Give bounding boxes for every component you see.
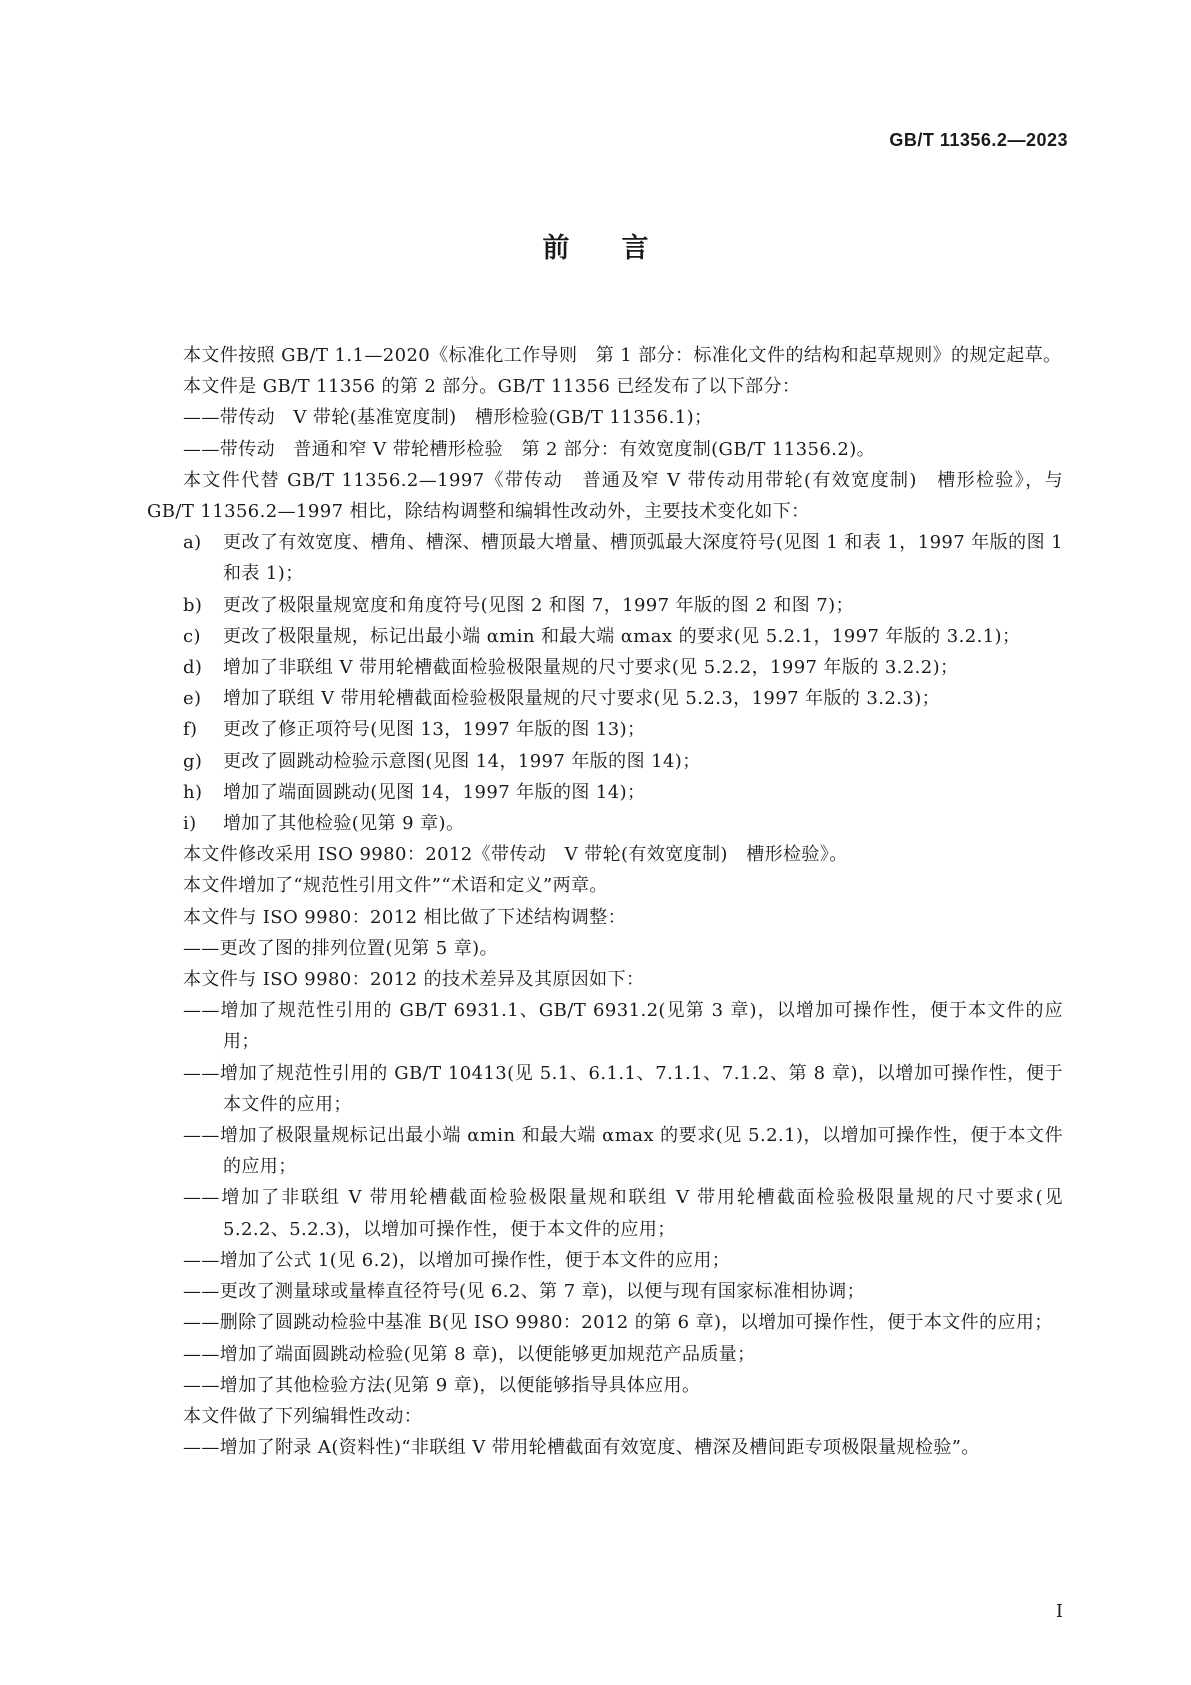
list-item-text: 增加了联组 V 带用轮槽截面检验极限量规的尺寸要求(见 5.2.3，1997 年版的 3.2.3)； — [223, 688, 941, 710]
page-number: I — [1055, 1601, 1063, 1622]
list-item-text: 更改了修正项符号(见图 13，1997 年版的图 13)； — [223, 719, 646, 741]
list-item-text: 增加了端面圆跳动(见图 14，1997 年版的图 14)； — [223, 781, 646, 803]
list-item-label: a) — [183, 532, 202, 554]
list-item-label: e) — [183, 688, 202, 710]
document-body — [147, 340, 1063, 1463]
paragraph: 本文件代替 GB/T 11356.2—1997《带传动 普通及窄 V 带传动用带轮(有效宽度制) 槽形检验》，与 GB/T 11356.2—1997 相比，除结构调整和编辑性改动外，主要技术变化如下： — [147, 469, 1063, 523]
list-item-label: c) — [183, 625, 201, 647]
paragraph: 本文件修改采用 ISO 9980：2012《带传动 V 带轮(有效宽度制) 槽形检验》。 — [183, 844, 848, 866]
change-list-item — [147, 714, 1063, 745]
paragraph: 本文件按照 GB/T 1.1—2020《标准化工作导则 第 1 部分：标准化文件的结构和起草规则》的规定起草。 — [183, 345, 1062, 366]
standard-number: GB/T 11356.2—2023 — [889, 130, 1068, 150]
dash-item: ——更改了测量球或量棒直径符号(见 6.2、第 7 章)，以便与现有国家标准相协调； — [183, 1281, 866, 1303]
list-item-label: b) — [183, 594, 203, 616]
dash-item: ——删除了圆跳动检验中基准 B(见 ISO 9980：2012 的第 6 章)，以增加可操作性，便于本文件的应用； — [183, 1312, 1053, 1334]
list-item-text: 更改了极限量规，标记出最小端 αmin 和最大端 αmax 的要求(见 5.2.1，1997 年版的 3.2.1)； — [223, 625, 1021, 647]
list-item-text: 增加了其他检验(见第 9 章)。 — [223, 813, 465, 835]
list-item-text: 更改了圆跳动检验示意图(见图 14，1997 年版的图 14)； — [223, 750, 701, 772]
list-item-label: g) — [183, 750, 203, 772]
paragraph: 本文件与 ISO 9980：2012 相比做了下述结构调整： — [183, 906, 626, 928]
list-item-label: f) — [183, 719, 198, 741]
dash-item: ——带传动 V 带轮(基准宽度制) 槽形检验(GB/T 11356.1)； — [183, 407, 713, 429]
list-item-text: 增加了非联组 V 带用轮槽截面检验极限量规的尺寸要求(见 5.2.2，1997 年版的 3.2.2)； — [223, 657, 959, 679]
dash-item: ——增加了其他检验方法(见第 9 章)，以便能够指导具体应用。 — [183, 1374, 701, 1396]
dash-item: ——带传动 普通和窄 V 带轮槽形检验 第 2 部分：有效宽度制(GB/T 11356.2)。 — [183, 438, 876, 460]
change-list-item — [147, 746, 1063, 777]
change-list-item — [147, 590, 1063, 621]
dash-item: ——增加了端面圆跳动检验(见第 8 章)，以便能够更加规范产品质量； — [183, 1343, 756, 1365]
change-list-item — [147, 652, 1063, 683]
list-item-label: i) — [183, 813, 197, 835]
paragraph: 本文件做了下列编辑性改动： — [183, 1405, 423, 1427]
page-title: 前言 — [542, 233, 701, 264]
change-list-item — [147, 777, 1063, 808]
paragraph: 本文件是 GB/T 11356 的第 2 部分。GB/T 11356 已经发布了以下部分： — [183, 376, 801, 398]
dash-item: ——增加了规范性引用的 GB/T 10413(见 5.1、6.1.1、7.1.1、7.1.2、第 8 章)，以增加可操作性，便于本文件的应用； — [183, 1062, 1063, 1115]
change-list-item — [147, 621, 1063, 652]
dash-item: ——增加了极限量规标记出最小端 αmin 和最大端 αmax 的要求(见 5.2.1)，以增加可操作性，便于本文件的应用； — [183, 1125, 1063, 1178]
list-item-label: d) — [183, 657, 203, 679]
list-item-text: 更改了极限量规宽度和角度符号(见图 2 和图 7，1997 年版的图 2 和图 7)； — [223, 594, 854, 616]
list-item-label: h) — [183, 781, 203, 803]
list-item-text: 更改了有效宽度、槽角、槽深、槽顶最大增量、槽顶弧最大深度符号(见图 1 和表 1，1997 年版的图 1 和表 1)； — [223, 532, 1063, 585]
dash-item: ——增加了公式 1(见 6.2)，以增加可操作性，便于本文件的应用； — [183, 1249, 731, 1271]
change-list-item — [147, 683, 1063, 714]
paragraph: 本文件与 ISO 9980：2012 的技术差异及其原因如下： — [183, 969, 645, 991]
change-list-item — [147, 808, 1063, 839]
dash-item: ——增加了规范性引用的 GB/T 6931.1、GB/T 6931.2(见第 3 章)，以增加可操作性，便于本文件的应用； — [183, 1000, 1063, 1053]
dash-item: ——增加了非联组 V 带用轮槽截面检验极限量规和联组 V 带用轮槽截面检验极限量规的尺寸要求(见 5.2.2、5.2.3)，以增加可操作性，便于本文件的应用； — [183, 1187, 1063, 1240]
dash-item: ——更改了图的排列位置(见第 5 章)。 — [183, 937, 498, 959]
paragraph: 本文件增加了“规范性引用文件”“术语和定义”两章。 — [183, 875, 608, 897]
dash-item: ——增加了附录 A(资料性)“非联组 V 带用轮槽截面有效宽度、槽深及槽间距专项极限量规检验”。 — [183, 1437, 980, 1459]
change-list-item — [147, 527, 1063, 589]
